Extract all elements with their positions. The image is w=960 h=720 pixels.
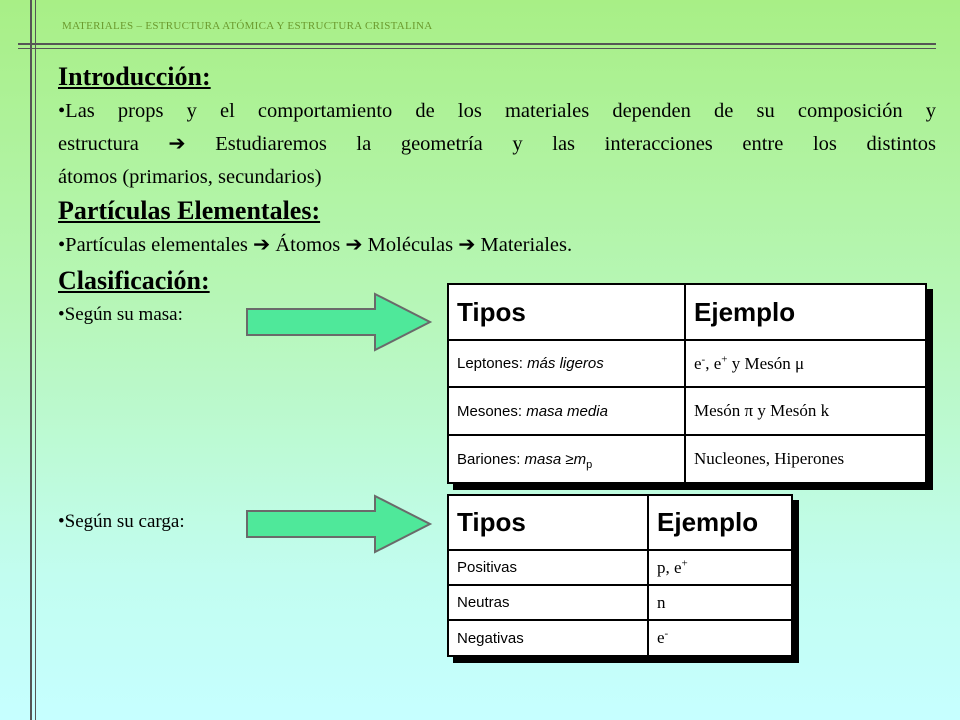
intro-line-1: •Las props y el comportamiento de los materiales dependen de su composición y xyxy=(58,100,936,122)
mass-arrow-icon xyxy=(245,292,435,352)
mass-table-header-tipos: Tipos xyxy=(448,284,685,340)
table-row xyxy=(448,340,926,387)
mass-example-cell: e-, e+ y Mesón μ xyxy=(685,340,926,387)
intro-line-3: átomos (primarios, secundarios) xyxy=(58,166,322,188)
table-row xyxy=(448,387,926,435)
classification-heading: Clasificación: xyxy=(58,266,210,295)
charge-example-cell: p, e+ xyxy=(648,550,792,585)
charge-table-header-tipos: Tipos xyxy=(448,495,648,550)
charge-type-cell: Positivas xyxy=(448,550,648,585)
top-rule-line-1 xyxy=(18,43,936,45)
table-row xyxy=(448,550,792,585)
particles-heading: Partículas Elementales: xyxy=(58,196,321,225)
mass-label: •Según su masa: xyxy=(58,304,183,325)
charge-type-cell: Neutras xyxy=(448,585,648,620)
charge-label: •Según su carga: xyxy=(58,511,185,532)
mass-table-header-ejemplo: Ejemplo xyxy=(685,284,926,340)
header-title: MATERIALES – ESTRUCTURA ATÓMICA Y ESTRUCTURA CRISTALINA xyxy=(62,20,433,32)
table-row xyxy=(448,435,926,483)
table-row xyxy=(448,620,792,656)
charge-example-cell: n xyxy=(648,585,792,620)
mass-type-cell: Mesones: masa media xyxy=(448,387,685,435)
left-border-line-1 xyxy=(30,0,32,720)
charge-arrow-icon xyxy=(245,494,435,554)
mass-example-cell: Mesón π y Mesón k xyxy=(685,387,926,435)
top-rule-line-2 xyxy=(18,48,936,49)
mass-table xyxy=(447,283,927,484)
left-border-line-2 xyxy=(35,0,36,720)
intro-line-2: estructura ➔ Estudiaremos la geometría y las interacciones entre los distintos xyxy=(58,133,936,155)
mass-type-cell: Bariones: masa $\ge m_p$ xyxy=(448,435,685,483)
table-row xyxy=(448,585,792,620)
charge-table xyxy=(447,494,793,657)
mass-type-cell: Leptones: más ligeros xyxy=(448,340,685,387)
charge-type-cell: Negativas xyxy=(448,620,648,656)
mass-example-cell: Nucleones, Hiperones xyxy=(685,435,926,483)
charge-example-cell: e- xyxy=(648,620,792,656)
intro-heading: Introducción: xyxy=(58,62,211,91)
particles-line: •Partículas elementales ➔ Átomos ➔ Moléculas ➔ Materiales. xyxy=(58,234,573,256)
charge-table-header-ejemplo: Ejemplo xyxy=(648,495,792,550)
